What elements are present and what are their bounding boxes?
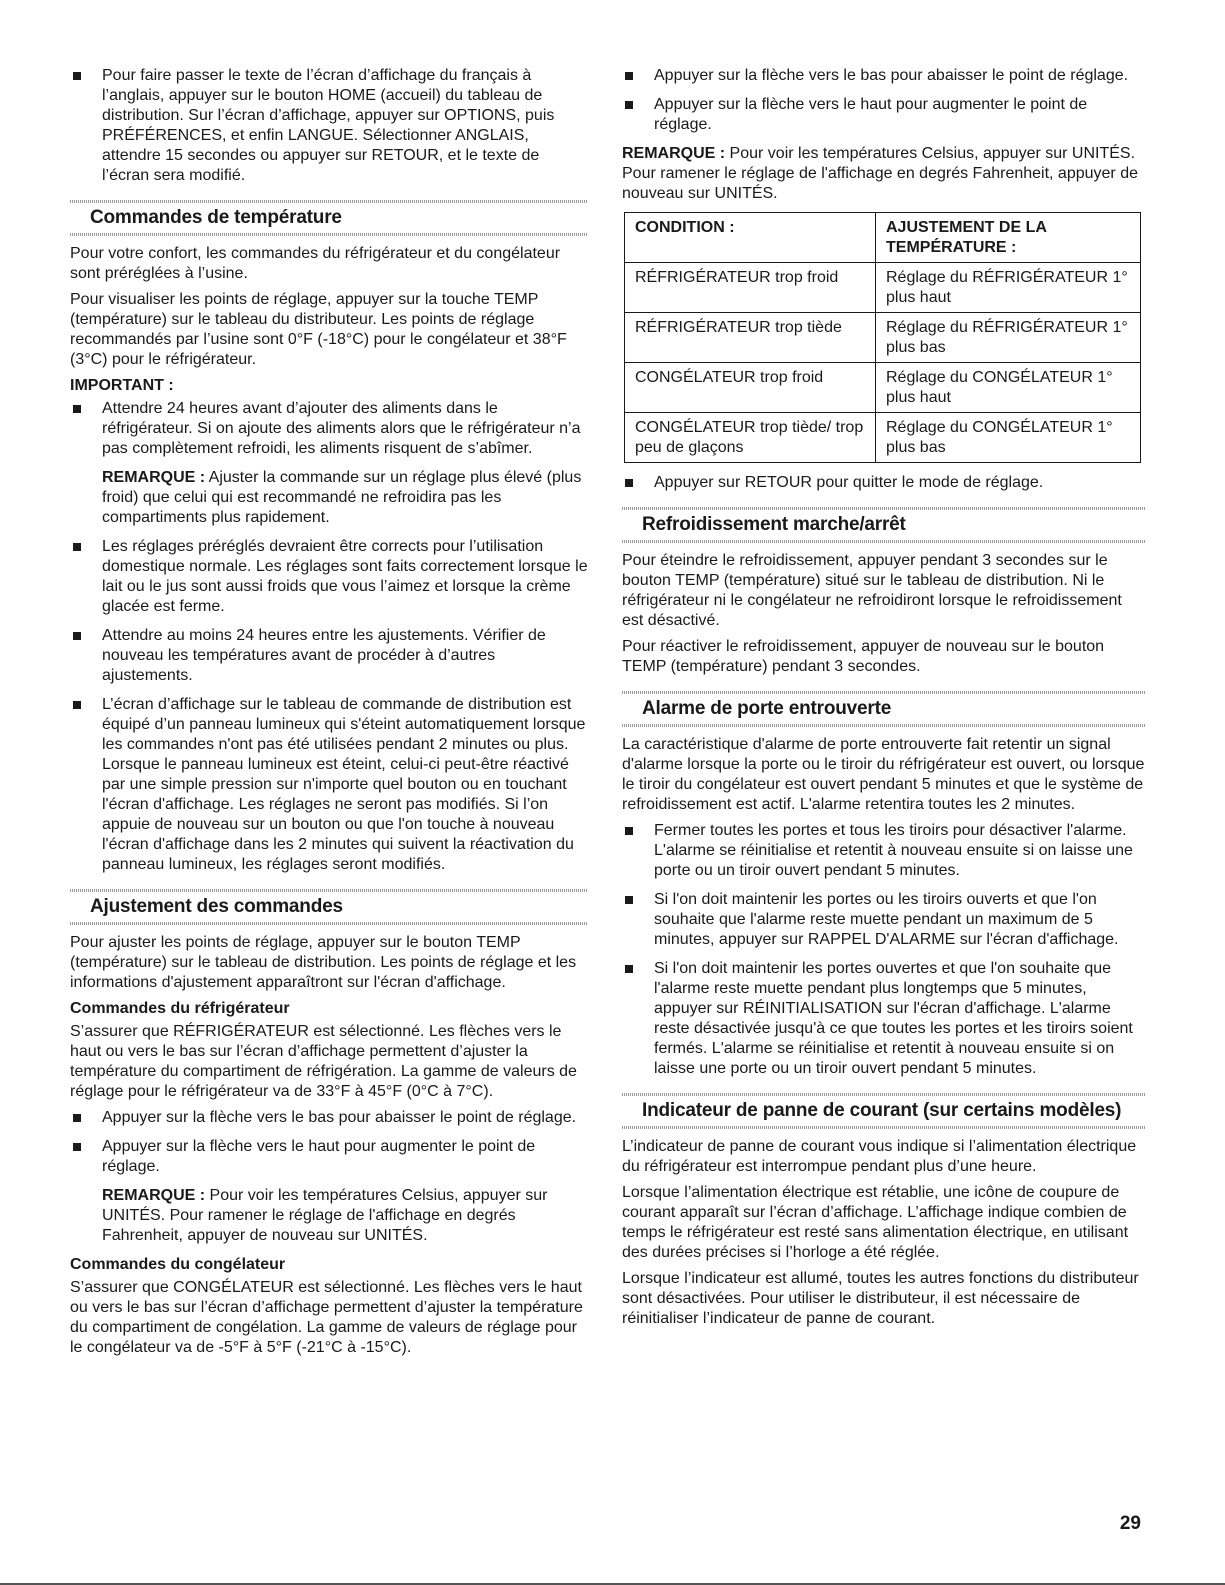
- list-item: L’écran d’affichage sur le tableau de commande de distribution est équipé d’un panneau lumineux qui s'éteint automatiquement lorsque les commandes n'ont pas été utilisées pendant 2 minutes ou plus. Lorsque le panneau lumineux est éteint, celui-ci peut-être réactivé par une simple pression sur n'importe quel bouton ou en touchant l'écran d'affichage. Les réglages ne seront pas modifiés. Si l’on appuie de nouveau sur un bouton ou que l'on touche à nouveau l'écran d'affichage dans les 2 minutes qui suivent la réactivation du panneau lumineux, les réglages seront modifiés.: [70, 695, 588, 875]
- note: [70, 468, 588, 528]
- table-row: [625, 263, 1141, 313]
- subsection-title: Commandes du congélateur: [70, 1256, 286, 1273]
- cell-condition: CONGÉLATEUR trop tiède/ trop peu de glaçons: [625, 413, 876, 463]
- section-rule: [622, 540, 1146, 543]
- section-rule: [622, 1126, 1146, 1129]
- section-rule: [70, 922, 588, 925]
- note-text: Pour voir les températures Celsius, appuyer sur UNITÉS. Pour ramener le réglage de l'affichage en degrés Fahrenheit, appuyer de nouveau sur UNITÉS.: [622, 145, 1138, 202]
- right-column: [622, 66, 1146, 1335]
- section-rule: [622, 507, 1146, 510]
- paragraph: Pour ajuster les points de réglage, appuyer sur le bouton TEMP (température) sur le tableau de distribution. Les points de réglage et les informations d'ajustement apparaîtront sur l'écran d'affichage.: [70, 934, 577, 991]
- section-header-adjust-controls: [70, 889, 588, 925]
- section-title: Ajustement des commandes: [90, 896, 343, 917]
- paragraph: L’indicateur de panne de courant vous indique si l’alimentation électrique du réfrigérateur est interrompue pendant plus d’une heure.: [622, 1138, 1137, 1175]
- cell-adjustment: Réglage du RÉFRIGÉRATEUR 1° plus haut: [876, 263, 1141, 313]
- note-text: Pour voir les températures Celsius, appuyer sur UNITÉS. Pour ramener le réglage de l'affichage en degrés Fahrenheit, appuyer de nouveau sur UNITÉS.: [102, 1187, 548, 1244]
- cell-adjustment: Réglage du CONGÉLATEUR 1° plus bas: [876, 413, 1141, 463]
- section-title: Alarme de porte entrouverte: [642, 698, 892, 719]
- table-row: [625, 413, 1141, 463]
- note-label: REMARQUE :: [622, 145, 726, 162]
- note-text: Ajuster la commande sur un réglage plus élevé (plus froid) que celui qui est recommandé ne refroidira pas les compartiments plus rapidement.: [102, 469, 582, 526]
- section-rule: [70, 233, 588, 236]
- list-item: Appuyer sur la flèche vers le bas pour abaisser le point de réglage.: [70, 1108, 588, 1128]
- list-item: Appuyer sur la flèche vers le haut pour augmenter le point de réglage.: [70, 1137, 588, 1177]
- page-number: 29: [1119, 1513, 1141, 1534]
- list-item: Si l'on doit maintenir les portes ou les tiroirs ouverts et que l'on souhaite que l'alarme reste muette pendant un maximum de 5 minutes, appuyer sur RAPPEL D'ALARME sur l'écran d'affichage.: [622, 890, 1146, 950]
- paragraph: Pour éteindre le refroidissement, appuyer pendant 3 secondes sur le bouton TEMP (température) situé sur le tableau de distribution. Ni le réfrigérateur ni le congélateur ne refroidiront lorsque le refroidissement est désactivé.: [622, 552, 1122, 629]
- list-item: Les réglages préréglés devraient être corrects pour l’utilisation domestique normale. Les réglages sont faits correctement lorsque le lait ou le jus sont aussi froids que vous l’aimez et lorsque la crème glacée est ferme.: [70, 537, 588, 617]
- cell-condition: RÉFRIGÉRATEUR trop tiède: [625, 313, 876, 363]
- note: [70, 1186, 588, 1246]
- subsection-title: Commandes du réfrigérateur: [70, 1000, 290, 1017]
- section-title: Commandes de température: [90, 207, 342, 228]
- list-item: Attendre au moins 24 heures entre les ajustements. Vérifier de nouveau les températures avant de procéder à d’autres ajustements.: [70, 626, 588, 686]
- note-label: REMARQUE :: [102, 469, 206, 486]
- section-title: Refroidissement marche/arrêt: [642, 514, 906, 535]
- header-condition: CONDITION :: [625, 213, 876, 263]
- section-header-door-alarm: [622, 691, 1146, 727]
- list-item: Appuyer sur la flèche vers le bas pour abaisser le point de réglage.: [622, 66, 1146, 86]
- section-rule: [70, 200, 588, 203]
- cell-condition: CONGÉLATEUR trop froid: [625, 363, 876, 413]
- section-rule: [622, 1093, 1146, 1096]
- paragraph: S’assurer que RÉFRIGÉRATEUR est sélectionné. Les flèches vers le haut ou vers le bas sur l’écran d’affichage permettent d’ajuster la température du compartiment de réfrigération. La gamme de valeurs de réglage pour le réfrigérateur va de 33°F à 45°F (0°C à 7°C).: [70, 1023, 577, 1100]
- list-item: Appuyer sur la flèche vers le haut pour augmenter le point de réglage.: [622, 95, 1146, 135]
- list-item: Fermer toutes les portes et tous les tiroirs pour désactiver l'alarme. L'alarme se réinitialise et retentit à nouveau ensuite si on laisse une porte ou un tiroir ouvert pendant 5 minutes.: [622, 821, 1146, 881]
- section-header-power-outage: [622, 1093, 1146, 1129]
- language-bullet: Pour faire passer le texte de l’écran d’affichage du français à l’anglais, appuyer sur le bouton HOME (accueil) du tableau de distribution. Sur l’écran d’affichage, appuyer sur OPTIONS, puis PRÉFÉRENCES, et enfin LANGUE. Sélectionner ANGLAIS, attendre 15 secondes ou appuyer sur RETOUR, et le texte de l’écran sera modifié.: [70, 66, 588, 186]
- section-rule: [70, 889, 588, 892]
- list-item: Si l'on doit maintenir les portes ouvertes et que l'on souhaite que l'alarme reste muette pendant plus longtemps que 5 minutes, appuyer sur RÉINITIALISATION sur l'écran d'affichage. L'alarme reste désactivée jusqu'à ce que toutes les portes et les tiroirs soient fermés. L'alarme se réinitialise et retentit à nouveau ensuite si on laisse une porte ou un tiroir ouvert pendant 5 minutes.: [622, 959, 1146, 1079]
- table-row: [625, 363, 1141, 413]
- cell-adjustment: Réglage du CONGÉLATEUR 1° plus haut: [876, 363, 1141, 413]
- paragraph: Lorsque l’indicateur est allumé, toutes les autres fonctions du distributeur sont désactivées. Pour utiliser le distributeur, il est nécessaire de réinitialiser l’indicateur de panne de courant.: [622, 1270, 1139, 1327]
- list-item: Appuyer sur RETOUR pour quitter le mode de réglage.: [622, 473, 1146, 493]
- paragraph: Lorsque l’alimentation électrique est rétablie, une icône de coupure de courant apparaît sur l’écran d’affichage. L’affichage indique combien de temps le réfrigérateur est resté sans alimentation électrique, en utilisant des durées précises si l’horloge a été réglée.: [622, 1184, 1129, 1261]
- list-item: Attendre 24 heures avant d’ajouter des aliments dans le réfrigérateur. Si on ajoute des aliments alors que le réfrigérateur n’a pas complètement refroidi, les aliments risquent de s’abîmer.: [70, 399, 588, 459]
- cell-adjustment: Réglage du RÉFRIGÉRATEUR 1° plus bas: [876, 313, 1141, 363]
- paragraph: S’assurer que CONGÉLATEUR est sélectionné. Les flèches vers le haut ou vers le bas sur l’écran d’affichage permettent d’ajuster la température du compartiment de congélation. La gamme de valeurs de réglage pour le congélateur va de -5°F à 5°F (-21°C à -15°C).: [70, 1279, 583, 1356]
- section-rule: [622, 691, 1146, 694]
- paragraph: Pour votre confort, les commandes du réfrigérateur et du congélateur sont préréglées à l’usine.: [70, 245, 561, 282]
- table-header-row: [625, 213, 1141, 263]
- note-label: REMARQUE :: [102, 1187, 206, 1204]
- paragraph: Pour réactiver le refroidissement, appuyer de nouveau sur le bouton TEMP (température) pendant 3 secondes.: [622, 638, 1105, 675]
- header-adjustment: AJUSTEMENT DE LA TEMPÉRATURE :: [876, 213, 1141, 263]
- paragraph: Pour visualiser les points de réglage, appuyer sur la touche TEMP (température) sur le tableau du distributeur. Les points de réglage recommandés par l’usine sont 0°F (-18°C) pour le congélateur et 38°F (3°C) pour le réfrigérateur.: [70, 291, 567, 368]
- paragraph: La caractéristique d'alarme de porte entrouverte fait retentir un signal d'alarme lorsque la porte ou le tiroir du réfrigérateur est ouvert, ou lorsque le tiroir du congélateur est ouvert pendant 5 minutes et que le système de refroidissement est actif. L'alarme retentira toutes les 2 minutes.: [622, 736, 1145, 813]
- section-rule: [622, 724, 1146, 727]
- note: [622, 144, 1146, 204]
- cell-condition: RÉFRIGÉRATEUR trop froid: [625, 263, 876, 313]
- section-header-temperature-controls: [70, 200, 588, 236]
- table-row: [625, 313, 1141, 363]
- important-label: IMPORTANT :: [70, 377, 174, 394]
- section-header-cooling: [622, 507, 1146, 543]
- left-column: [70, 66, 588, 1364]
- adjustment-table: [624, 212, 1141, 463]
- section-title: Indicateur de panne de courant (sur certains modèles): [642, 1100, 1122, 1121]
